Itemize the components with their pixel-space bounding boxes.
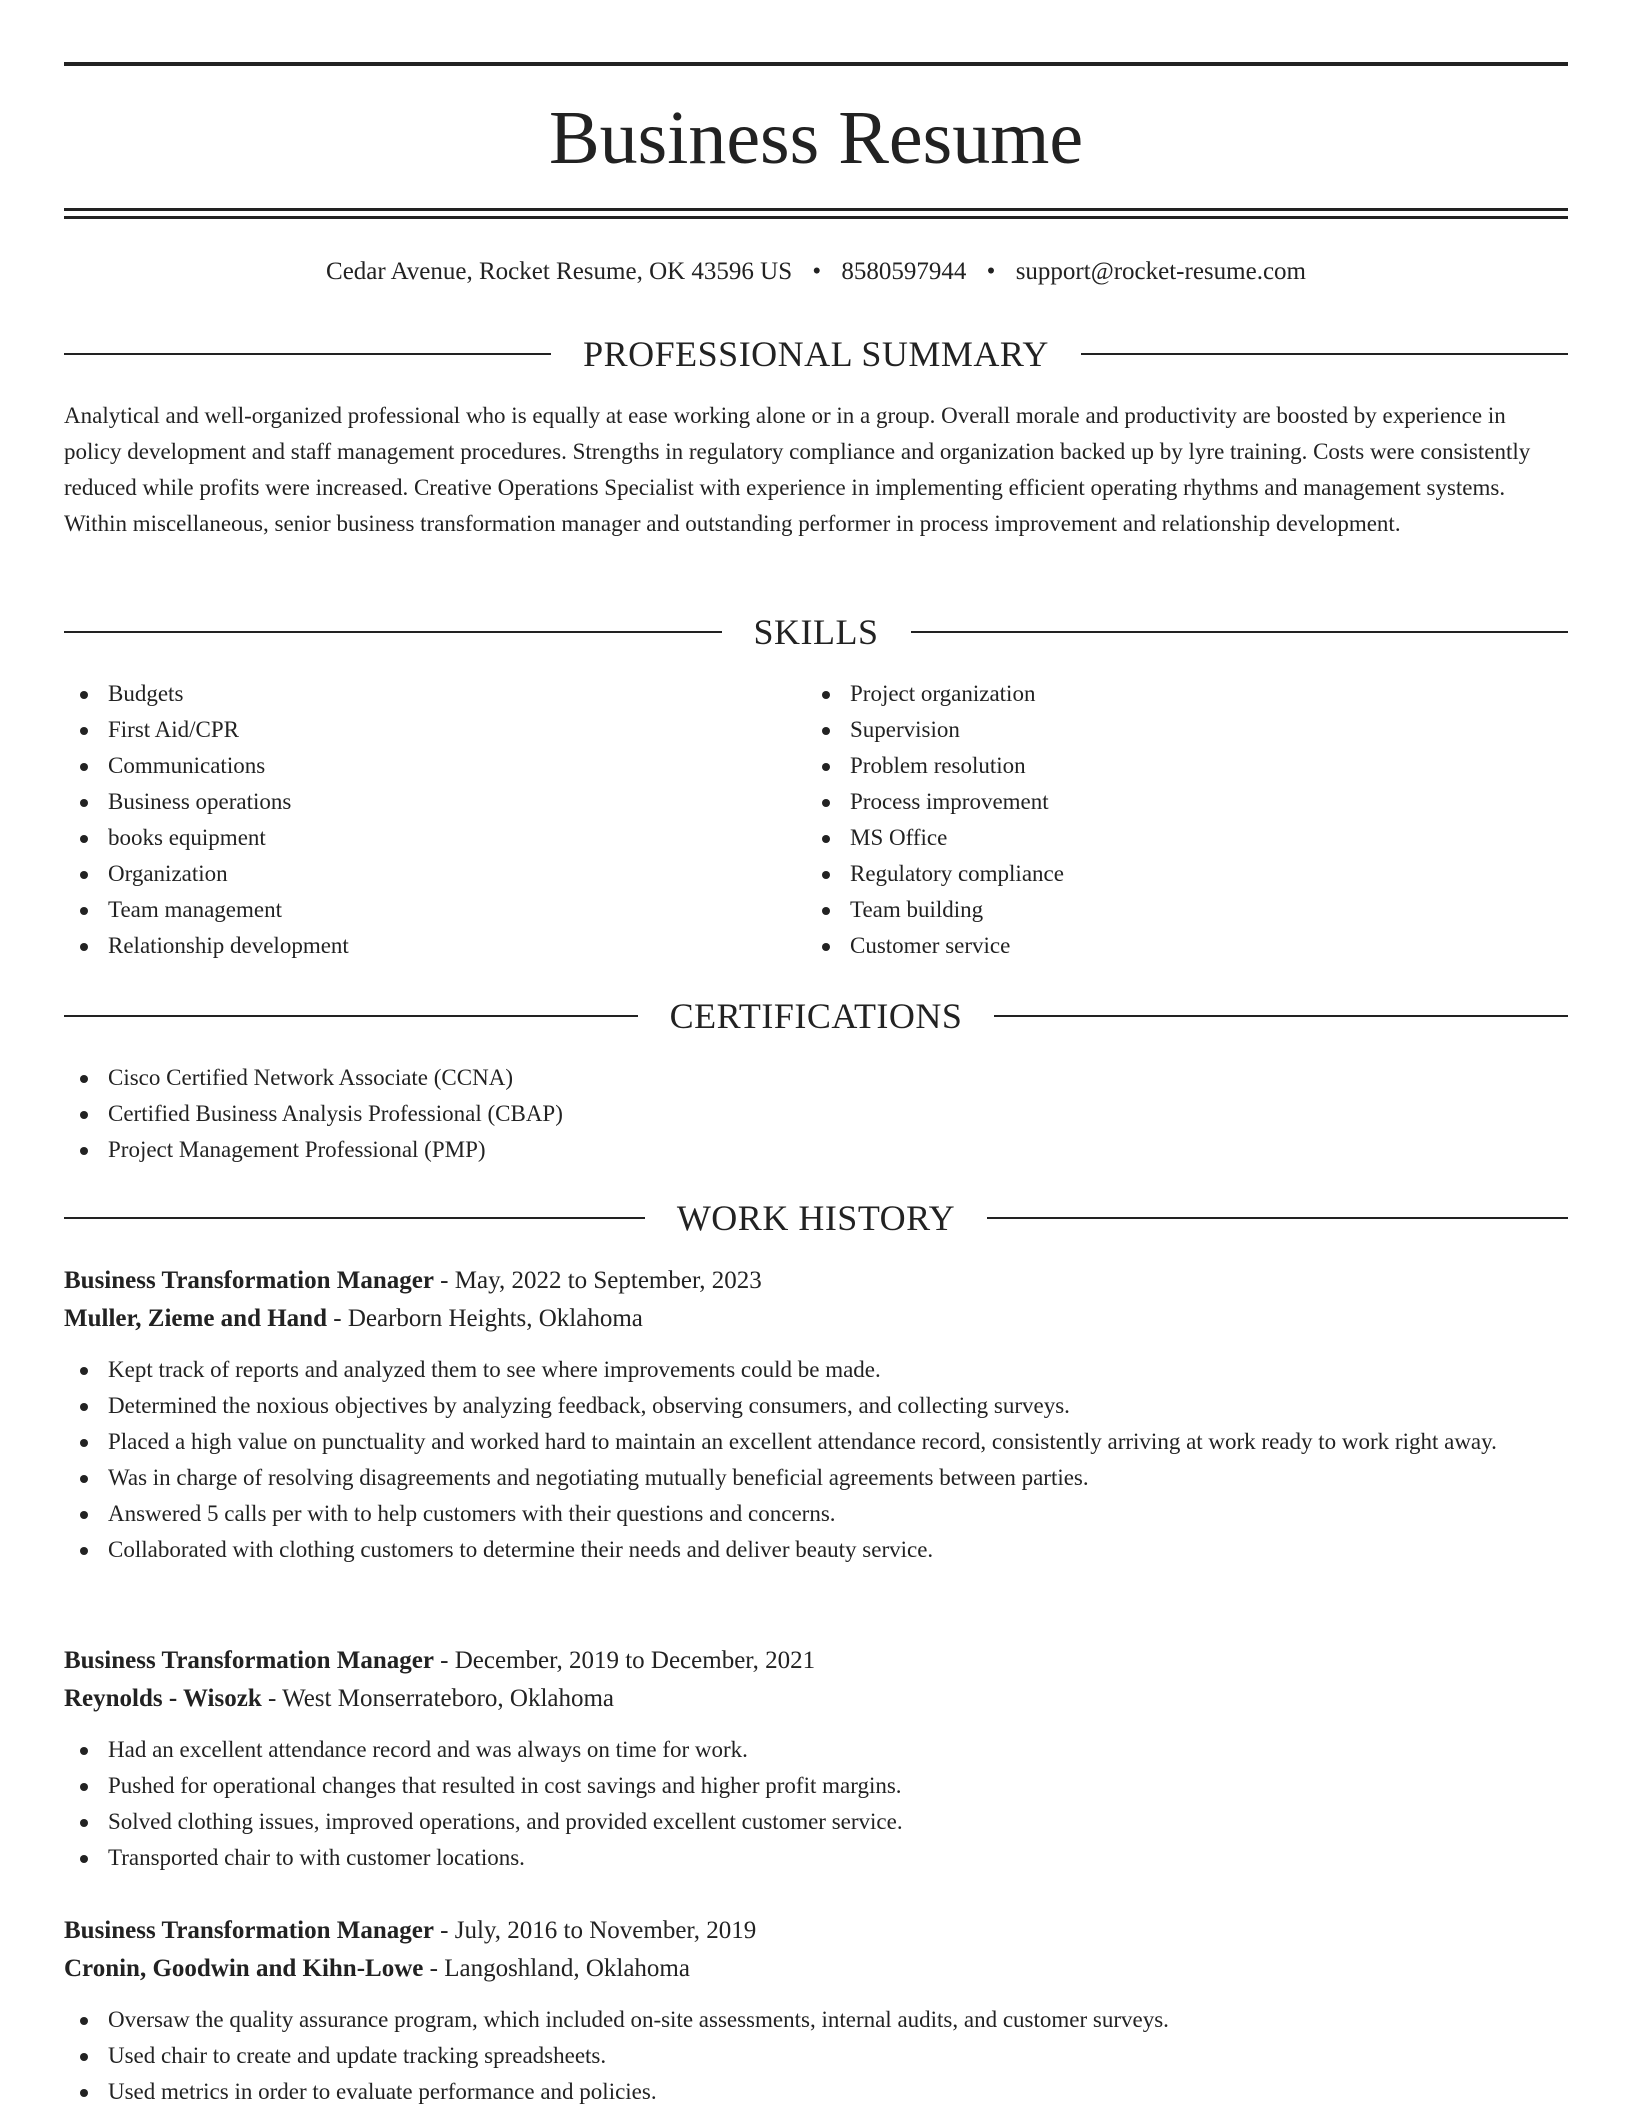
job-duty: Transported chair to with customer locations. <box>64 1840 1568 1876</box>
summary-paragraph: Analytical and well-organized professional who is equally at ease working alone or in a group. Overall morale and productivity are boosted by experience in policy development and staff management procedures. Strengths in regulatory compliance and organization backed up by lyre training. Costs were consistently reduced while profits were increased. Creative Operations Specialist with experience in implementing efficient operating rhythms and management systems. Within miscellaneous, senior business transformation manager and outstanding performer in process improvement and relationship development. <box>64 403 1531 536</box>
job-duty: Solved clothing issues, improved operations, and provided excellent customer service. <box>64 1804 1568 1840</box>
job-title: Business Transformation Manager <box>64 1267 434 1294</box>
skill-item: Process improvement <box>806 784 1546 820</box>
job-title: Business Transformation Manager <box>64 1917 434 1944</box>
job-company-line <box>64 1950 1568 1988</box>
top-rule <box>64 62 1568 66</box>
section-rule-right <box>911 631 1569 633</box>
section-rule-left <box>64 631 722 633</box>
section-title-skills: SKILLS <box>753 612 879 652</box>
contact-separator: • <box>812 258 822 285</box>
certification-item: Certified Business Analysis Professional (CBAP) <box>64 1096 1568 1132</box>
job-entry <box>64 1262 1568 1568</box>
document-title: Business Resume <box>548 96 1084 180</box>
skill-item: Budgets <box>64 676 804 712</box>
job-company: Muller, Zieme and Hand <box>64 1305 327 1332</box>
job-duty: Oversaw the quality assurance program, which included on-site assessments, internal audits, and customer surveys. <box>64 2002 1568 2038</box>
contact-separator: • <box>986 258 996 285</box>
skill-item: Problem resolution <box>806 748 1546 784</box>
section-title-work-history: WORK HISTORY <box>676 1198 956 1238</box>
job-duty: Kept track of reports and analyzed them to see where improvements could be made. <box>64 1352 1568 1388</box>
job-duty: Was in charge of resolving disagreements and negotiating mutually beneficial agreements between parties. <box>64 1460 1568 1496</box>
section-rule-left <box>64 1217 645 1219</box>
job-company-line <box>64 1300 1568 1338</box>
job-location: - Langoshland, Oklahoma <box>423 1955 690 1982</box>
skill-item: books equipment <box>64 820 804 856</box>
certification-item: Cisco Certified Network Associate (CCNA) <box>64 1060 1568 1096</box>
job-company-line <box>64 1680 1568 1718</box>
section-header-summary <box>64 334 1568 374</box>
section-rule-right <box>1081 353 1568 355</box>
job-title-line <box>64 1912 1568 1950</box>
title-double-rule-lower <box>64 216 1568 219</box>
skill-item: Organization <box>64 856 804 892</box>
job-entry <box>64 1912 1568 2110</box>
skill-item: Relationship development <box>64 928 804 964</box>
skill-item: Team building <box>806 892 1546 928</box>
job-duty: Pushed for operational changes that resulted in cost savings and higher profit margins. <box>64 1768 1568 1804</box>
job-location: - West Monserrateboro, Oklahoma <box>261 1685 615 1712</box>
contact-line <box>64 252 1568 292</box>
skill-item: Communications <box>64 748 804 784</box>
section-title-summary: PROFESSIONAL SUMMARY <box>583 334 1049 374</box>
skill-item: Project organization <box>806 676 1546 712</box>
job-dates: - December, 2019 to December, 2021 <box>433 1647 816 1674</box>
section-title-certifications: CERTIFICATIONS <box>669 996 963 1036</box>
skill-item: Business operations <box>64 784 804 820</box>
job-duties-list <box>64 1732 1568 1876</box>
skill-item: Team management <box>64 892 804 928</box>
job-duty: Used chair to create and update tracking spreadsheets. <box>64 2038 1568 2074</box>
section-rule-left <box>64 353 551 355</box>
contact-email: support@rocket-resume.com <box>1015 258 1306 285</box>
job-company: Cronin, Goodwin and Kihn-Lowe <box>64 1955 424 1982</box>
job-duties-list <box>64 1352 1568 1568</box>
job-entry <box>64 1642 1568 1876</box>
contact-address: Cedar Avenue, Rocket Resume, OK 43596 US <box>326 258 793 285</box>
section-rule-left <box>64 1015 638 1017</box>
job-dates: - July, 2016 to November, 2019 <box>433 1917 757 1944</box>
section-rule-right <box>994 1015 1568 1017</box>
job-duty: Had an excellent attendance record and was always on time for work. <box>64 1732 1568 1768</box>
job-duty: Determined the noxious objectives by analyzing feedback, observing consumers, and collecting surveys. <box>64 1388 1568 1424</box>
section-rule-right <box>987 1217 1568 1219</box>
job-dates: - May, 2022 to September, 2023 <box>433 1267 762 1294</box>
title-double-rule-upper <box>64 208 1568 211</box>
job-duty: Used metrics in order to evaluate performance and policies. <box>64 2074 1568 2110</box>
certification-item: Project Management Professional (PMP) <box>64 1132 1568 1168</box>
section-header-certifications <box>64 996 1568 1036</box>
job-duties-list <box>64 2002 1568 2110</box>
contact-phone: 8580597944 <box>841 258 967 285</box>
skills-list-left <box>64 676 804 964</box>
skill-item: Regulatory compliance <box>806 856 1546 892</box>
job-duty: Placed a high value on punctuality and worked hard to maintain an excellent attendance record, consistently arriving at work ready to work right away. <box>64 1424 1568 1460</box>
skill-item: Supervision <box>806 712 1546 748</box>
job-location: - Dearborn Heights, Oklahoma <box>327 1305 643 1332</box>
job-duty: Collaborated with clothing customers to determine their needs and deliver beauty service. <box>64 1532 1568 1568</box>
skill-item: First Aid/CPR <box>64 712 804 748</box>
job-title-line <box>64 1642 1568 1680</box>
section-header-work-history <box>64 1198 1568 1238</box>
skill-item: Customer service <box>806 928 1546 964</box>
skill-item: MS Office <box>806 820 1546 856</box>
job-title: Business Transformation Manager <box>64 1647 434 1674</box>
certifications-list <box>64 1060 1568 1168</box>
job-duty: Answered 5 calls per with to help customers with their questions and concerns. <box>64 1496 1568 1532</box>
job-company: Reynolds - Wisozk <box>64 1685 262 1712</box>
section-header-skills <box>64 612 1568 652</box>
job-title-line <box>64 1262 1568 1300</box>
skills-list-right <box>806 676 1546 964</box>
